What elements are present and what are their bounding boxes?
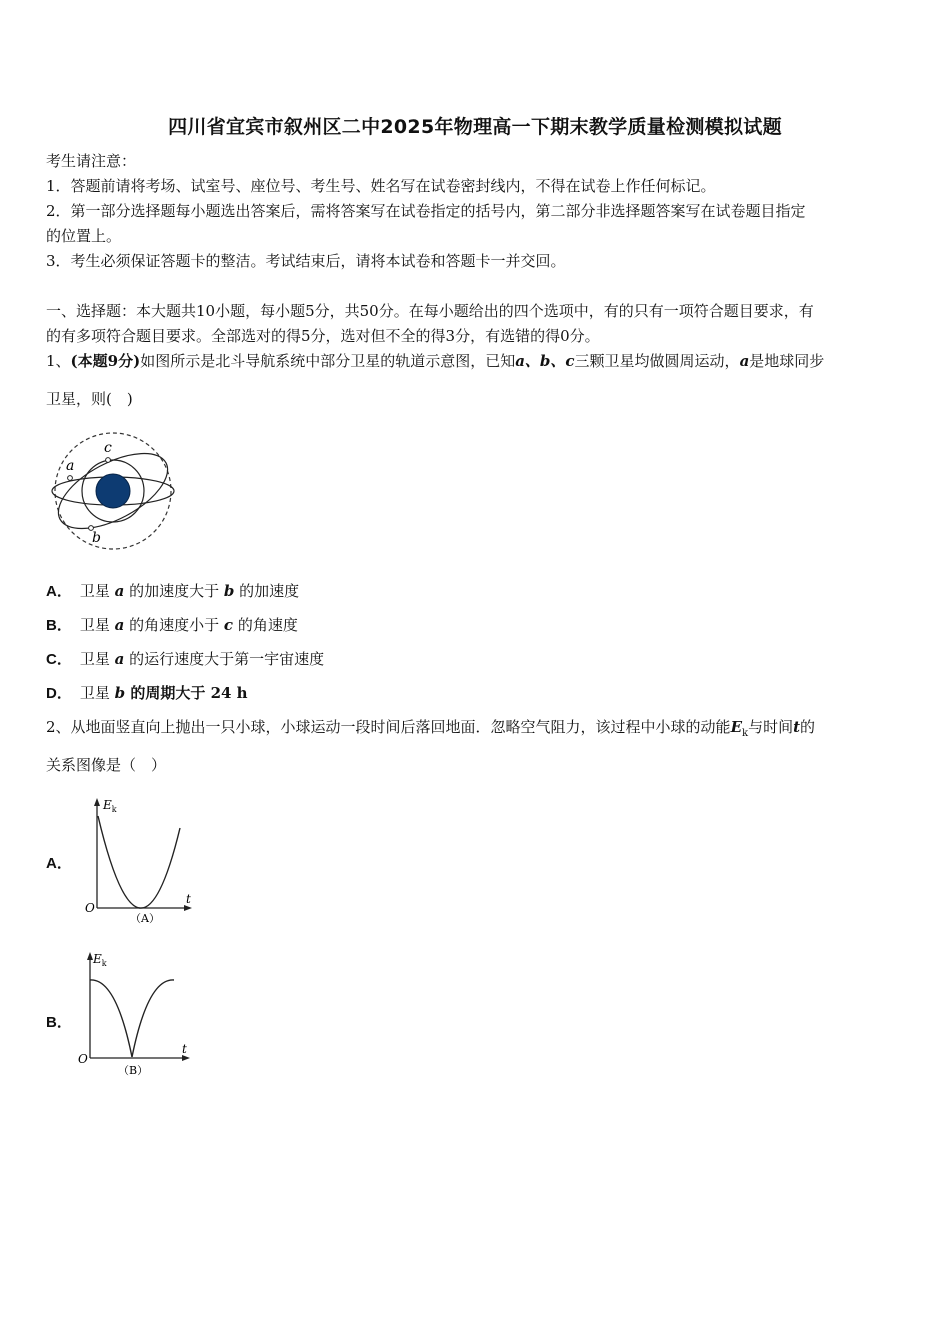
notice-heading: 考生请注意： [46,152,137,170]
label-b: b [92,530,101,546]
q1-option-b[interactable]: B． 卫星 a 的角速度小于 c 的角速度 [46,616,298,634]
label-a: a [66,458,75,474]
notice-item-2-cont: 的位置上。 [46,227,122,245]
q1-text-b: 三颗卫星均做圆周运动， [574,352,740,370]
satellite-c-dot [106,458,111,463]
q1-stem-line1 [46,350,908,372]
svg-text:Ek: $E_k$ [93,952,107,968]
q2-stem-line2: 关系图像是（ ） [46,756,167,774]
label-c: c [104,440,112,456]
q2-graph-b[interactable] [76,950,200,1084]
page-title: 四川省宜宾市叙州区二中2025年物理高一下期末教学质量检测模拟试题 [168,116,782,138]
satellite-a-dot [68,476,73,481]
ek-curve-b-left [90,980,132,1057]
q1-number: 1、 [46,352,71,370]
q1-tag: (本题9分) [70,352,141,370]
q1-stem-line2: 卫星，则( ) [46,390,133,408]
section-intro-line1: 一、选择题：本大题共10小题，每小题5分，共50分。在每小题给出的四个选项中，有的只有一项符合题目要求，有 [46,302,814,320]
q2-graph-a[interactable] [82,794,200,930]
x-label: t [186,892,191,906]
origin-label: O [85,901,95,915]
section-intro-line2: 的有多项符合题目要求。全部选对的得5分，选对但不全的得3分，有选错的得0分。 [46,327,600,345]
y-arrow [94,798,100,806]
q1-var-a: a [739,352,750,370]
q2-option-b-label[interactable]: B． [46,1014,72,1031]
caption: （A） [130,912,160,925]
origin-label: O [78,1052,88,1066]
q1-text-a: 如图所示是北斗导航系统中部分卫星的轨道示意图，已知 [140,352,516,370]
q2-option-a-label[interactable]: A． [46,855,72,872]
ek-curve-a [98,816,180,908]
svg-text:Ek: $E_k$ [103,798,117,814]
notice-item-3: 3．考生必须保证答题卡的整洁。考试结束后，请将本试卷和答题卡一并交回。 [46,252,566,270]
q2-stem-line1: 2、从地面竖直向上抛出一只小球，小球运动一段时间后落回地面．忽略空气阻力，该过程中小球的动能$E_k$与时间t的 [46,718,816,739]
q1-option-c[interactable]: C． 卫星 a 的运行速度大于第一宇宙速度 [46,650,325,668]
q1-vars: a、b、c [515,352,575,370]
q1-text-c: 是地球同步 [749,352,825,370]
x-label: t [182,1042,187,1056]
caption: （B） [118,1064,149,1077]
notice-item-1: 1．答题前请将考场、试室号、座位号、考生号、姓名写在试卷密封线内，不得在试卷上作任何标记。 [46,177,716,195]
ek-curve-b-right [132,980,174,1057]
q2-ek: E [730,718,742,736]
q1-option-d[interactable]: D． 卫星 b 的周期大于 24 h [46,684,248,702]
satellite-orbit-figure [46,428,180,556]
notice-item-2: 2．第一部分选择题每小题选出答案后，需将答案写在试卷指定的括号内，第二部分非选择题答案写在试卷题目指定 [46,202,806,220]
q2-number: 2、 [46,718,71,736]
earth [96,474,130,508]
q1-option-a[interactable]: A． 卫星 a 的加速度大于 b 的加速度 [46,582,300,600]
